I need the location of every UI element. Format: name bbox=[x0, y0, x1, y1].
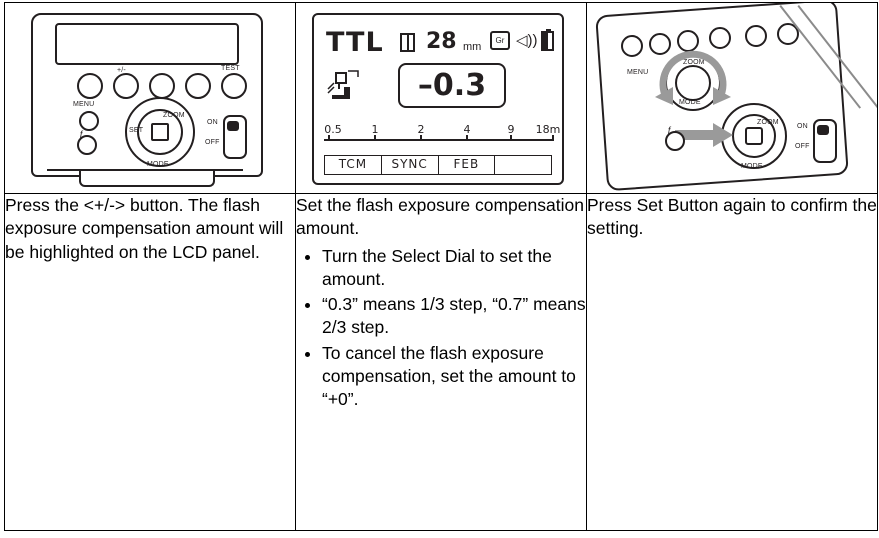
button-menu[interactable] bbox=[79, 111, 99, 131]
scale-label: 18m bbox=[535, 123, 561, 136]
label-on: ON bbox=[207, 119, 218, 126]
label-set: SET bbox=[129, 127, 144, 134]
label-off: OFF bbox=[205, 139, 220, 146]
set-button[interactable] bbox=[745, 127, 763, 145]
battery-icon bbox=[541, 31, 554, 51]
sound-icon: ◁)) bbox=[516, 32, 538, 49]
step-2-bullet-list bbox=[296, 245, 586, 412]
label-mode: MODE bbox=[147, 161, 169, 168]
bounce-flash-icon bbox=[326, 65, 372, 105]
lcd-soft-keys bbox=[324, 155, 552, 175]
button-function-4[interactable] bbox=[185, 73, 211, 99]
flash-unit-graphic-angled bbox=[595, 7, 853, 183]
button-function-1[interactable] bbox=[621, 35, 643, 57]
label-mode-upper: MODE bbox=[679, 99, 701, 106]
instruction-table bbox=[4, 2, 878, 531]
label-plus-minus: +/- bbox=[117, 67, 126, 74]
power-switch-knob[interactable] bbox=[817, 125, 829, 135]
power-switch-knob[interactable] bbox=[227, 121, 239, 131]
button-function-2[interactable] bbox=[113, 73, 139, 99]
label-mode: MODE bbox=[741, 163, 763, 170]
label-menu: MENU bbox=[73, 101, 95, 108]
button-test-lamp[interactable] bbox=[221, 73, 247, 99]
label-on: ON bbox=[797, 123, 808, 130]
flash-unit-with-arrows-illustration bbox=[587, 3, 877, 193]
soft-key-feb[interactable]: FEB bbox=[438, 155, 495, 175]
rotate-dial-arrow-icon bbox=[651, 43, 735, 123]
button-function-5[interactable] bbox=[745, 25, 767, 47]
document-page bbox=[0, 2, 879, 538]
lcd-panel-illustration bbox=[296, 3, 586, 193]
scale-label: 1 bbox=[371, 123, 379, 136]
flash-unit-graphic bbox=[17, 11, 275, 187]
button-function-3[interactable] bbox=[149, 73, 175, 99]
lcd-bezel bbox=[312, 13, 564, 185]
scale-label: 2 bbox=[417, 123, 425, 136]
distance-scale bbox=[324, 123, 561, 145]
illustration-cell-step-2 bbox=[296, 3, 587, 194]
lcd-zoom-unit: mm bbox=[463, 41, 482, 53]
metering-icon bbox=[400, 33, 415, 52]
label-zoom: ZOOM bbox=[757, 119, 779, 126]
lcd-zoom-value: 28 bbox=[426, 29, 457, 54]
list-item: • Turn the Select Dial to set the amount. bbox=[322, 245, 586, 292]
label-wireless: ƒ bbox=[79, 129, 85, 139]
scale-label: 0.5 bbox=[324, 123, 342, 136]
soft-key-empty[interactable] bbox=[494, 155, 552, 175]
scale-label: 4 bbox=[463, 123, 471, 136]
step-2-intro: Set the flash exposure compensation amount. bbox=[296, 195, 584, 239]
step-1-text: Press the <+/-> button. The flash exposure compensation amount will be highlighted on the LCD panel. bbox=[5, 195, 284, 262]
illustration-cell-step-1 bbox=[5, 3, 296, 194]
label-test: TEST bbox=[221, 65, 240, 72]
distance-scale-line bbox=[324, 139, 552, 141]
flash-foot bbox=[79, 171, 215, 187]
compensation-value: –0.3 bbox=[398, 63, 506, 108]
scale-label: 9 bbox=[507, 123, 515, 136]
label-zoom-upper: ZOOM bbox=[683, 59, 705, 66]
label-zoom: ZOOM bbox=[163, 112, 185, 119]
wireless-icon: Gr bbox=[490, 31, 510, 50]
list-item: • To cancel the flash exposure compensation, set the amount to “+0”. bbox=[322, 342, 586, 412]
set-button[interactable] bbox=[151, 123, 169, 141]
flash-lcd-screen bbox=[55, 23, 239, 65]
lcd-screen bbox=[322, 23, 561, 175]
text-cell-step-3 bbox=[587, 194, 878, 531]
list-item: • “0.3” means 1/3 step, “0.7” means 2/3 step. bbox=[322, 293, 586, 340]
flash-unit-back-panel-illustration bbox=[5, 3, 295, 193]
label-menu-upper: MENU bbox=[627, 69, 649, 76]
label-off: OFF bbox=[795, 143, 810, 150]
label-wireless: ƒ bbox=[667, 125, 673, 135]
step-3-text: Press Set Button again to confirm the setting. bbox=[587, 195, 877, 239]
button-function-1[interactable] bbox=[77, 73, 103, 99]
soft-key-tcm[interactable]: TCM bbox=[324, 155, 381, 175]
text-row bbox=[5, 194, 878, 531]
lcd-mode-label: TTL bbox=[326, 27, 384, 58]
flash-body-divider bbox=[47, 169, 243, 171]
illustration-cell-step-3 bbox=[587, 3, 878, 194]
soft-key-sync[interactable]: SYNC bbox=[381, 155, 438, 175]
text-cell-step-2 bbox=[296, 194, 587, 531]
text-cell-step-1 bbox=[5, 194, 296, 531]
illustration-row bbox=[5, 3, 878, 194]
